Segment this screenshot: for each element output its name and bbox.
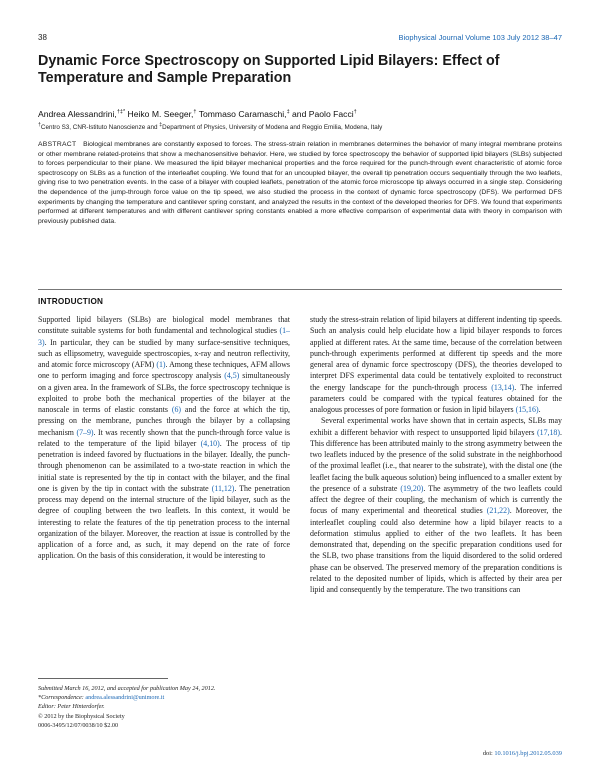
citation-link[interactable]: (13,14) <box>491 382 515 392</box>
citation-link[interactable]: (11,12) <box>211 483 235 493</box>
abstract-text: Biological membranes are constantly exposed to forces. The stress-strain relation in membranes determines the behavior of many integral membrane proteins or other membrane related-proteins that show a mechanosensitive behavior. Here, we studied by force spectroscopy the behavior of supported lipid bilayers (SLBs) subjected to forces perpendicular to their plane. We measured the lipid bilayer mechanical properties and the force required for the punch-through event characteristic of atomic force spectroscopy on SLBs as a function of the interleaflet coupling. We found that for an uncoupled bilayer, the overall tip penetration occurs sequentially through the two leaflets, giving rise to two penetration events. In the case of a bilayer with coupled leaflets, penetration of the atomic force microscope tip always occurred in a single step. Considering the dependence of the jump-through force value on the tip speed, we also studied the process in the context of dynamic force spectroscopy (DFS). We performed DFS experiments by changing the temperature and cantilever spring constant, and analyzed the results in the context of the developed theories for DFS. We found that experiments performed at different temperatures and with different cantilever spring constants enabled a more effective comparison of experimental data with theory in comparison with previously published data. <box>38 141 562 225</box>
submission-dates: Submitted March 16, 2012, and accepted for publication May 24, 2012. <box>38 685 216 692</box>
author-affiliation-mark: † <box>193 109 197 115</box>
body-text: . The penetration process may depend on the internal structure of the lipid bilayer, such as the degree of coupling between the two leaflets. In this context, it would be interesting to relate the features of the tip penetration process to the internal organization of the bilayer. Moreover, the reaction at issue is controlled by the application of a force and, as such, it may depend on the rate of force application. On the basis of this consideration, it would be interesting to <box>38 483 290 561</box>
author-list <box>38 107 568 120</box>
author-name: Heiko M. Seeger, <box>125 108 194 119</box>
affiliations <box>38 121 568 132</box>
footnotes <box>38 684 298 730</box>
abstract <box>38 140 562 226</box>
body-text: . In particular, they can be studied by many surface-sensitive techniques, such as ellipsometry, waveguide spectroscopies, x-ray and neutron reflectivity, and atomic force microscopy (AFM) <box>38 337 290 369</box>
paragraph <box>310 314 562 415</box>
citation-link[interactable]: (4,5) <box>224 371 240 381</box>
doi-label: doi: <box>482 750 495 757</box>
paragraph <box>310 415 562 595</box>
section-heading-introduction: INTRODUCTION <box>38 297 104 306</box>
body-column-left <box>38 314 290 746</box>
citation-link[interactable]: (6) <box>171 405 182 414</box>
abstract-label: ABSTRACT <box>38 141 77 148</box>
citation-link[interactable]: (4,10) <box>200 438 220 448</box>
affiliation-mark: ‡ <box>159 122 163 128</box>
correspondence <box>38 693 298 702</box>
body-text: study the stress-strain relation of lipid bilayers at different indenting tip speeds. Such an analysis could help elucidate how a lipid bilayer responds to forces applied at different rates. At the same time, because of the correlation between punch-through experiments performed at different tip speeds and the more general area of dynamic force spectroscopy (DFS), the theories developed to interpret DFS experimental data could be tentatively exploited to reconstruct the energy landscape for the punch-through process <box>310 315 562 392</box>
doi-link[interactable]: 10.1016/j.bpj.2012.05.039 <box>494 750 562 757</box>
issn-price: 0006-3495/12/07/0038/10 $2.00 <box>38 721 119 729</box>
affiliation-text: Centro S3, CNR-Istituto Nanoscienze and <box>40 124 160 132</box>
author-name: and Paolo Facci <box>289 108 354 119</box>
body-text: . <box>538 405 541 414</box>
paragraph <box>38 314 290 562</box>
body-text: . This difference has been attributed mainly to the strong asymmetry between the two leaflets induced by the presence of the solid substrate in the neighborhood of the proximal leaflet (i.e., that nearer to the substrate), with the distal one (the leaflet facing the bulk aqueous solution) being influenced to a smaller extent by the presence of a substrate <box>310 427 562 493</box>
citation-link[interactable]: (7–9) <box>76 427 94 437</box>
body-text: . The process of tip penetration is indeed favored by fluctuations in the bilayer. Ideally, the punch-through phenomenon can be assimilated to a two-state reaction in which the initial state is represented by the tip in contact with the bilayer, and the final one is given by the tip in contact with the substrate <box>38 438 290 493</box>
body-column-right <box>310 314 562 754</box>
affiliation-text: Department of Physics, University of Modena and Reggio Emilia, Modena, Italy <box>162 124 383 132</box>
correspondence-email-link[interactable]: andrea.alessandrini@unimore.it <box>85 694 165 702</box>
page-number: 38 <box>38 33 47 42</box>
copyright-notice: © 2012 by the Biophysical Society <box>38 712 125 720</box>
body-text: . It was recently shown that the punch-through force value is related to the temperature of the lipid bilayer <box>38 427 290 448</box>
doi-line <box>483 750 562 757</box>
author-name: Andrea Alessandrini, <box>38 108 117 119</box>
affiliation-mark: † <box>38 122 41 128</box>
citation-link[interactable]: (1) <box>156 360 166 369</box>
body-text: and the force at which the tip, pressing on the membrane, punches through the bilayer by a collapsing mechanism <box>38 405 290 437</box>
body-text: simultaneously on a given area. In the framework of SLBs, the force spectroscopy technique is exploited to probe both the mechanical properties of the bilayer at the nanoscale in terms of elastic constants <box>38 371 290 414</box>
body-text: . The asymmetry of the two leaflets could affect the degree of their coupling, the mechanism of which is currently the focus of many experimental and theoretical studies <box>310 483 562 516</box>
citation-link[interactable]: (19,20) <box>400 483 424 493</box>
editor-note: Editor: Peter Hinterdorfer. <box>38 703 105 711</box>
author-affiliation-mark: †‡* <box>116 109 126 115</box>
body-text: . Moreover, the interleaflet coupling could also determine how a lipid bilayer reacts to a deformation stimulus applied to either of the two leaflets. It has been demonstrated that, depending on the specific preparation conditions used for the SLB, two phase transitions from the liquid disordered to the solid ordered phase can be observed. The preserved memory of the preparation conditions is related to the deposited number of lipids, which is affected by their area per lipid and consequently by the temperature. The two transitions can <box>310 506 562 594</box>
body-text: Several experimental works have shown that in certain aspects, SLBs may exhibit a different behavior with respect to unsupported lipid bilayers <box>310 416 562 437</box>
body-text: Supported lipid bilayers (SLBs) are biological model membranes that constitute suitable systems for both fundamental and technological studies <box>38 315 290 336</box>
author-affiliation-mark: ‡ <box>286 109 290 115</box>
author-affiliation-mark: † <box>353 109 357 115</box>
body-text: . Among these techniques, AFM allows one to perform imaging and force spectroscopy analysis <box>38 360 290 381</box>
section-divider <box>38 289 562 290</box>
citation-link[interactable]: (17,18) <box>537 427 561 437</box>
journal-running-header: Biophysical Journal Volume 103 July 2012 38–47 <box>398 33 562 42</box>
footnote-divider <box>38 678 168 679</box>
correspondence-label: *Correspondence: <box>38 694 86 702</box>
citation-link[interactable]: (1–3) <box>38 326 290 347</box>
citation-link[interactable]: (21,22) <box>486 506 510 516</box>
author-name: Tommaso Caramaschi, <box>196 108 287 119</box>
article-title: Dynamic Force Spectroscopy on Supported Lipid Bilayers: Effect of Temperature and Sample Preparation <box>38 53 500 86</box>
citation-link[interactable]: (15,16) <box>515 405 539 414</box>
body-text: . The inferred parameters could be compared with the typical features obtained for the analogous processes of pore formation or fusion in lipid bilayers <box>310 382 562 414</box>
